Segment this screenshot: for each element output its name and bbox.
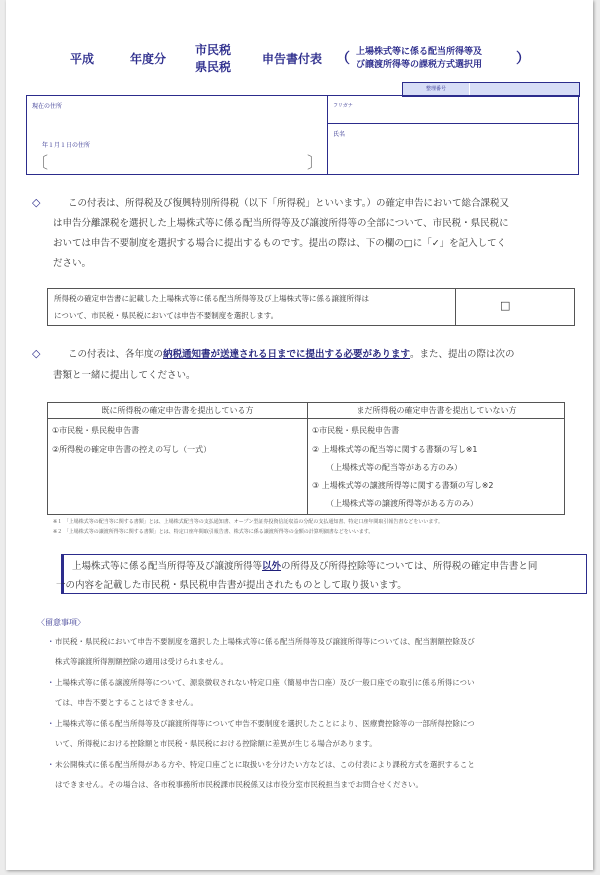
remark-2-line1: 上場株式等に係る譲渡所得等について、源泉徴収されない特定口座（簡易申告口座）及び一般口座での取引に係る所得につい [55,678,475,687]
jan1-address-label: 年１月１日の住所 [42,142,91,149]
address-bracket-open: 〔 [32,153,49,172]
framed-prefix: 上場株式等に係る配当所得等及び譲渡所得等 [72,561,263,572]
form-title: 申告書付表 [262,52,323,66]
framed-line2: 一の内容を記載した市民税・県民税申告書が提出されたものとして取り扱います。 [56,580,407,591]
remark-bullet: ・ [47,678,55,687]
option-text-line1: 所得税の確定申告書に記載した上場株式等に係る配当所得等及び上場株式等に係る譲渡所得は [54,294,369,303]
table-header-left: 既に所得税の確定申告書を提出している方 [101,406,254,415]
taxpayer-info-box [26,95,579,175]
subtitle-line2: び譲渡所得等の課税方式選択用 [356,60,483,70]
right-item-2: ② 上場株式等の配当等に関する書類の写し※1 [312,445,478,454]
office-number-label: 整理番号 [403,83,469,96]
address-bracket-close: 〕 [307,153,324,172]
remark-bullet: ・ [47,719,55,728]
fiscal-year-label: 年度分 [130,52,167,66]
other-income-note [56,554,587,594]
remark-4-line1: 未公開株式に係る配当所得がある方や、特定口座ごとに取扱いを分けたい方などは、この付表により課税方式を選択すること [55,760,475,769]
footnote-2: ※２ 「上場株式等の譲渡所得等に関する書類」とは、特定口座年間取引報告書、株式等に係る譲渡所得等の金額の計算明細書などをいいます。 [53,529,374,535]
remark-2-line2: ては、申告不要とすることはできません。 [55,698,198,707]
current-address-label: 現在の住所 [32,103,63,110]
footnote-1: ※１ 「上場株式等の配当等に関する書類」とは、上場株式配当等の支払通知書、オープン型証券投資信託収益の分配の支払通知書、特定口座年間取引報告書などをいいます。 [53,519,443,525]
remark-3-line2: いて、所得税における控除額と市民税・県民税における控除額に差異が生じる場合があります。 [55,739,377,748]
section2-line2: 書類と一緒に提出してください。 [53,370,196,381]
remark-bullet: ・ [47,637,55,646]
remark-bullet: ・ [47,760,55,769]
section2-emphasis: 納税通知書が送達される日までに提出する必要があります [163,349,411,360]
name-label: 氏名 [333,131,346,138]
table-header-right: まだ所得税の確定申告書を提出していない方 [356,406,517,415]
remark-1-line2: 株式等譲渡所得割額控除の適用は受けられません。 [55,657,228,666]
right-item-3: ③ 上場株式等の譲渡所得等に関する書類の写し※2 [312,481,494,490]
tax-form-page [6,0,593,870]
right-item-3-note: （上場株式等の譲渡所得等がある方のみ） [326,499,478,508]
right-item-1: ①市民税・県民税申告書 [312,426,400,435]
remarks-heading: 〈留意事項〉 [37,618,85,627]
remark-1-line1: 市民税・県民税において申告不要制度を選択した上場株式等に係る配当所得等及び譲渡所得等については、配当割額控除及び [55,637,475,646]
section1-line3: おいては申告不要制度を選択する場合に提出するものです。提出の際は、下の欄の□に「✓」を記入してく [53,238,507,249]
section1-bullet: ◇ [32,196,41,209]
left-item-2: ②所得税の確定申告書の控えの写し（一式） [52,445,212,454]
option-text-line2: について、市民税・県民税においては申告不要制度を選択します。 [54,311,279,320]
section2-prefix: この付表は、各年度の [68,349,164,360]
remark-3-line1: 上場株式等に係る配当所得等及び譲渡所得等について申告不要制度を選択したことにより、医療費控除等の一部所得控除につ [55,719,475,728]
framed-line1 [72,558,537,572]
prefectural-tax-label: 県民税 [195,60,232,74]
municipal-tax-label: 市民税 [195,43,232,57]
option-box [47,288,575,326]
section1-line4: ださい。 [53,258,92,269]
subtitle-paren-close: ） [516,51,530,67]
section2-bullet: ◇ [32,347,41,360]
subtitle-paren-open: （ [336,51,350,67]
required-documents-table [47,402,565,515]
furigana-label: フリガナ [333,103,353,109]
framed-emphasis: 以外 [262,561,282,572]
section2-line1 [68,346,515,360]
framed-suffix: の所得及び所得控除等については、所得税の確定申告書と同 [281,561,538,572]
right-item-2-note: （上場株式等の配当等がある方のみ） [326,463,462,472]
opt-out-checkbox[interactable]: □ [500,299,511,312]
section2-suffix: 。また、提出の際は次の [410,349,515,360]
left-item-1: ①市民税・県民税申告書 [52,426,140,435]
subtitle-line1: 上場株式等に係る配当所得等及 [356,47,483,57]
remark-4-line2: はできません。その場合は、各市税事務所市民税課市民税係又は市役分室市民税担当までお問合せください。 [55,780,423,789]
era-label: 平成 [70,52,95,66]
section1-line1: この付表は、所得税及び復興特別所得税（以下「所得税」といいます。）の確定申告において総合課税又 [68,198,509,209]
section1-line2: は申告分離課税を選択した上場株式等に係る配当所得等及び譲渡所得等の全部について、市民税・県民税に [53,218,509,229]
